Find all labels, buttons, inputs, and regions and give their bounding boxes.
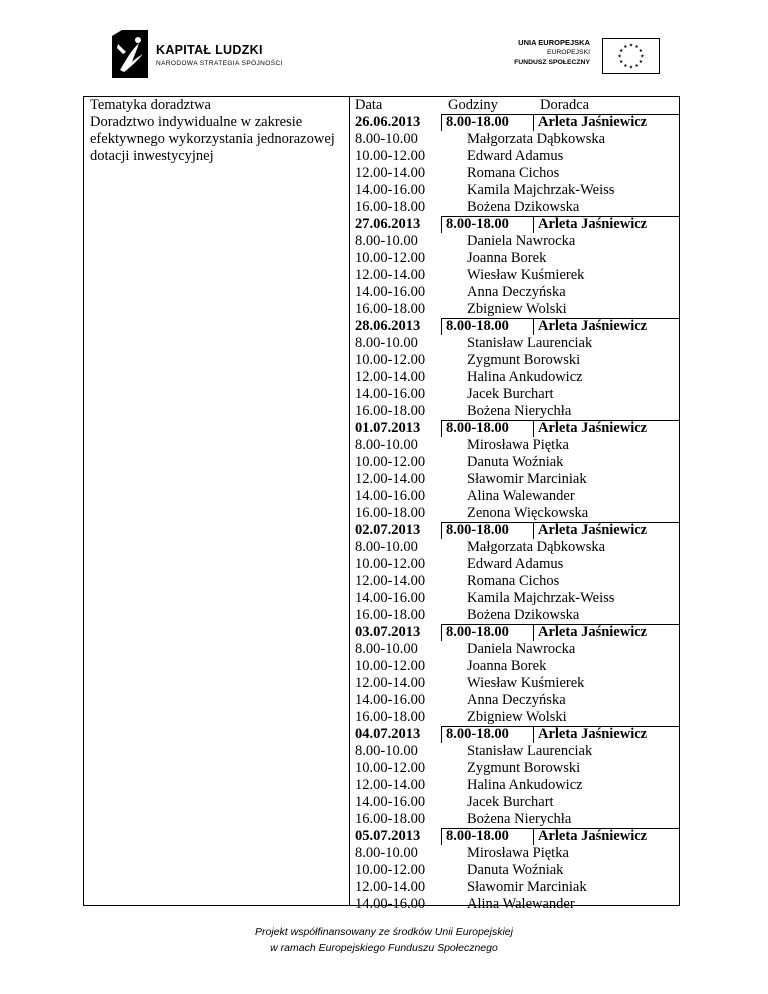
svg-text:★: ★	[634, 63, 639, 69]
kapital-ludzki-emblem-icon	[112, 30, 148, 78]
topic-text: Doradztwo indywidualne w zakresie efektywnego wykorzystania jednorazowej dotacji inwestycyjnej	[90, 114, 335, 164]
slot-advisor-name: Wiesław Kuśmierek	[467, 675, 585, 691]
slot-time: 8.00-10.00	[355, 539, 418, 555]
slot-row	[355, 641, 680, 658]
slot-time: 16.00-18.00	[355, 811, 426, 827]
slot-time: 16.00-18.00	[355, 403, 426, 419]
day-hours: 8.00-18.00	[446, 828, 509, 844]
slot-advisor-name: Mirosława Piętka	[467, 845, 569, 861]
day-date: 05.07.2013	[355, 828, 421, 844]
slot-advisor-name: Edward Adamus	[467, 556, 564, 572]
slot-row	[355, 794, 680, 811]
schedule-rows	[355, 97, 680, 913]
slot-advisor-name: Alina Walewander	[467, 488, 575, 504]
day-advisor: Arleta Jaśniewicz	[538, 216, 648, 232]
slot-row	[355, 607, 680, 624]
day-date: 28.06.2013	[355, 318, 421, 334]
slot-time: 14.00-16.00	[355, 182, 426, 198]
day-hours: 8.00-18.00	[446, 726, 509, 742]
day-row	[355, 216, 680, 233]
slot-time: 14.00-16.00	[355, 284, 426, 300]
svg-text:★: ★	[623, 63, 628, 69]
slot-time: 16.00-18.00	[355, 709, 426, 725]
col-hours-header: Godziny	[448, 97, 498, 113]
slot-row	[355, 811, 680, 828]
slot-row	[355, 437, 680, 454]
slot-time: 12.00-14.00	[355, 471, 426, 487]
slot-advisor-name: Joanna Borek	[467, 250, 547, 266]
slot-row	[355, 267, 680, 284]
slot-row	[355, 148, 680, 165]
day-hours: 8.00-18.00	[446, 522, 509, 538]
slot-row	[355, 454, 680, 471]
day-row	[355, 726, 680, 743]
slot-row	[355, 743, 680, 760]
slot-advisor-name: Halina Ankudowicz	[467, 369, 583, 385]
slot-advisor-name: Anna Deczyńska	[467, 284, 566, 300]
day-row	[355, 318, 680, 335]
svg-text:★: ★	[634, 44, 639, 50]
slot-time: 12.00-14.00	[355, 369, 426, 385]
slot-row	[355, 471, 680, 488]
slot-advisor-name: Kamila Majchrzak-Weiss	[467, 182, 615, 198]
slot-time: 12.00-14.00	[355, 573, 426, 589]
slot-advisor-name: Zenona Więckowska	[467, 505, 589, 521]
slot-advisor-name: Stanisław Laurenciak	[467, 335, 593, 351]
slot-time: 14.00-16.00	[355, 896, 426, 912]
slot-advisor-name: Wiesław Kuśmierek	[467, 267, 585, 283]
slot-advisor-name: Małgorzata Dąbkowska	[467, 131, 606, 147]
slot-row	[355, 131, 680, 148]
slot-advisor-name: Jacek Burchart	[467, 386, 554, 402]
slot-time: 10.00-12.00	[355, 148, 426, 164]
slot-row	[355, 403, 680, 420]
eu-line3: FUNDUSZ SPOŁECZNY	[514, 59, 590, 66]
slot-row	[355, 301, 680, 318]
schedule-header-row	[355, 97, 680, 114]
slot-row	[355, 896, 680, 913]
slot-row	[355, 233, 680, 250]
slot-time: 8.00-10.00	[355, 743, 418, 759]
slot-row	[355, 182, 680, 199]
footer-line1: Projekt współfinansowany ze środków Unii Europejskiej	[255, 926, 513, 938]
day-advisor: Arleta Jaśniewicz	[538, 420, 648, 436]
slot-time: 10.00-12.00	[355, 250, 426, 266]
topic-header: Tematyka doradztwa	[90, 97, 211, 113]
slot-row	[355, 250, 680, 267]
slot-row	[355, 760, 680, 777]
slot-advisor-name: Kamila Majchrzak-Weiss	[467, 590, 615, 606]
slot-row	[355, 590, 680, 607]
slot-row	[355, 335, 680, 352]
day-advisor: Arleta Jaśniewicz	[538, 318, 648, 334]
slot-time: 16.00-18.00	[355, 301, 426, 317]
slot-time: 10.00-12.00	[355, 556, 426, 572]
day-advisor: Arleta Jaśniewicz	[538, 828, 648, 844]
slot-time: 16.00-18.00	[355, 505, 426, 521]
day-row	[355, 522, 680, 539]
day-advisor: Arleta Jaśniewicz	[538, 624, 648, 640]
svg-text:★: ★	[638, 60, 644, 66]
slot-time: 10.00-12.00	[355, 862, 426, 878]
slot-row	[355, 658, 680, 675]
slot-advisor-name: Daniela Nawrocka	[467, 641, 576, 657]
slot-advisor-name: Edward Adamus	[467, 148, 564, 164]
day-row	[355, 624, 680, 641]
slot-advisor-name: Bożena Nierychła	[467, 403, 572, 419]
day-hours: 8.00-18.00	[446, 318, 509, 334]
slot-advisor-name: Bożena Dzikowska	[467, 607, 580, 623]
slot-time: 8.00-10.00	[355, 131, 418, 147]
slot-row	[355, 777, 680, 794]
slot-advisor-name: Małgorzata Dąbkowska	[467, 539, 606, 555]
slot-time: 12.00-14.00	[355, 165, 426, 181]
slot-time: 14.00-16.00	[355, 794, 426, 810]
slot-advisor-name: Zygmunt Borowski	[467, 760, 581, 776]
slot-time: 14.00-16.00	[355, 386, 426, 402]
slot-row	[355, 862, 680, 879]
slot-row	[355, 573, 680, 590]
svg-text:★: ★	[628, 65, 634, 71]
svg-text:★: ★	[628, 43, 634, 49]
slot-time: 14.00-16.00	[355, 692, 426, 708]
slot-time: 12.00-14.00	[355, 879, 426, 895]
col-date-header: Data	[355, 97, 383, 113]
slot-row	[355, 165, 680, 182]
slot-time: 12.00-14.00	[355, 675, 426, 691]
slot-advisor-name: Bożena Nierychła	[467, 811, 572, 827]
slot-time: 10.00-12.00	[355, 760, 426, 776]
slot-row	[355, 675, 680, 692]
eu-flag-icon	[602, 38, 660, 74]
day-hours: 8.00-18.00	[446, 216, 509, 232]
eu-line1: UNIA EUROPEJSKA	[518, 38, 590, 47]
slot-row	[355, 386, 680, 403]
slot-advisor-name: Zbigniew Wolski	[467, 709, 567, 725]
slot-advisor-name: Joanna Borek	[467, 658, 547, 674]
slot-time: 14.00-16.00	[355, 590, 426, 606]
slot-advisor-name: Daniela Nawrocka	[467, 233, 576, 249]
slot-advisor-name: Anna Deczyńska	[467, 692, 566, 708]
slot-row	[355, 539, 680, 556]
day-hours: 8.00-18.00	[446, 114, 509, 130]
day-hours: 8.00-18.00	[446, 624, 509, 640]
slot-time: 8.00-10.00	[355, 233, 418, 249]
footer-line2: w ramach Europejskiego Funduszu Społecznego	[270, 942, 498, 954]
day-advisor: Arleta Jaśniewicz	[538, 726, 648, 742]
slot-time: 8.00-10.00	[355, 845, 418, 861]
slot-advisor-name: Danuta Woźniak	[467, 454, 564, 470]
day-advisor: Arleta Jaśniewicz	[538, 114, 648, 130]
svg-text:★: ★	[623, 44, 628, 50]
eu-line2: EUROPEJSKI	[546, 49, 590, 56]
day-date: 03.07.2013	[355, 624, 421, 640]
slot-advisor-name: Halina Ankudowicz	[467, 777, 583, 793]
slot-advisor-name: Alina Walewander	[467, 896, 575, 912]
slot-row	[355, 845, 680, 862]
kapital-ludzki-title: KAPITAŁ LUDZKI	[156, 43, 263, 57]
slot-advisor-name: Mirosława Piętka	[467, 437, 569, 453]
slot-time: 10.00-12.00	[355, 454, 426, 470]
eu-logo	[500, 38, 660, 74]
slot-advisor-name: Sławomir Marciniak	[467, 471, 587, 487]
slot-time: 12.00-14.00	[355, 267, 426, 283]
eu-logo-text	[514, 38, 590, 68]
column-divider	[349, 97, 350, 905]
slot-row	[355, 879, 680, 896]
slot-advisor-name: Romana Cichos	[467, 165, 560, 181]
day-date: 02.07.2013	[355, 522, 421, 538]
slot-advisor-name: Bożena Dzikowska	[467, 199, 580, 215]
kapital-ludzki-subtitle: NARODOWA STRATEGIA SPÓJNOŚCI	[156, 60, 283, 67]
col-advisor-header: Doradca	[540, 97, 590, 113]
slot-time: 10.00-12.00	[355, 352, 426, 368]
svg-text:★: ★	[640, 54, 645, 60]
schedule-table	[83, 96, 680, 912]
slot-row	[355, 284, 680, 301]
day-date: 04.07.2013	[355, 726, 421, 742]
slot-time: 8.00-10.00	[355, 641, 418, 657]
slot-row	[355, 709, 680, 726]
day-row	[355, 828, 680, 845]
slot-row	[355, 505, 680, 522]
slot-time: 14.00-16.00	[355, 488, 426, 504]
slot-time: 12.00-14.00	[355, 777, 426, 793]
slot-time: 16.00-18.00	[355, 199, 426, 215]
svg-text:★: ★	[638, 48, 644, 54]
slot-row	[355, 369, 680, 386]
day-advisor: Arleta Jaśniewicz	[538, 522, 648, 538]
day-date: 27.06.2013	[355, 216, 421, 232]
slot-row	[355, 199, 680, 216]
topic-column	[90, 97, 340, 165]
slot-row	[355, 556, 680, 573]
slot-time: 10.00-12.00	[355, 658, 426, 674]
day-date: 26.06.2013	[355, 114, 421, 130]
day-hours: 8.00-18.00	[446, 420, 509, 436]
day-row	[355, 114, 680, 131]
slot-row	[355, 692, 680, 709]
day-row	[355, 420, 680, 437]
slot-advisor-name: Stanisław Laurenciak	[467, 743, 593, 759]
slot-advisor-name: Jacek Burchart	[467, 794, 554, 810]
slot-advisor-name: Romana Cichos	[467, 573, 560, 589]
slot-advisor-name: Zbigniew Wolski	[467, 301, 567, 317]
slot-row	[355, 488, 680, 505]
slot-advisor-name: Zygmunt Borowski	[467, 352, 581, 368]
slot-row	[355, 352, 680, 369]
slot-advisor-name: Danuta Woźniak	[467, 862, 564, 878]
day-date: 01.07.2013	[355, 420, 421, 436]
svg-text:★: ★	[618, 60, 624, 66]
slot-advisor-name: Sławomir Marciniak	[467, 879, 587, 895]
slot-time: 8.00-10.00	[355, 437, 418, 453]
slot-time: 16.00-18.00	[355, 607, 426, 623]
svg-text:★: ★	[617, 54, 622, 60]
slot-time: 8.00-10.00	[355, 335, 418, 351]
svg-text:★: ★	[618, 48, 624, 54]
